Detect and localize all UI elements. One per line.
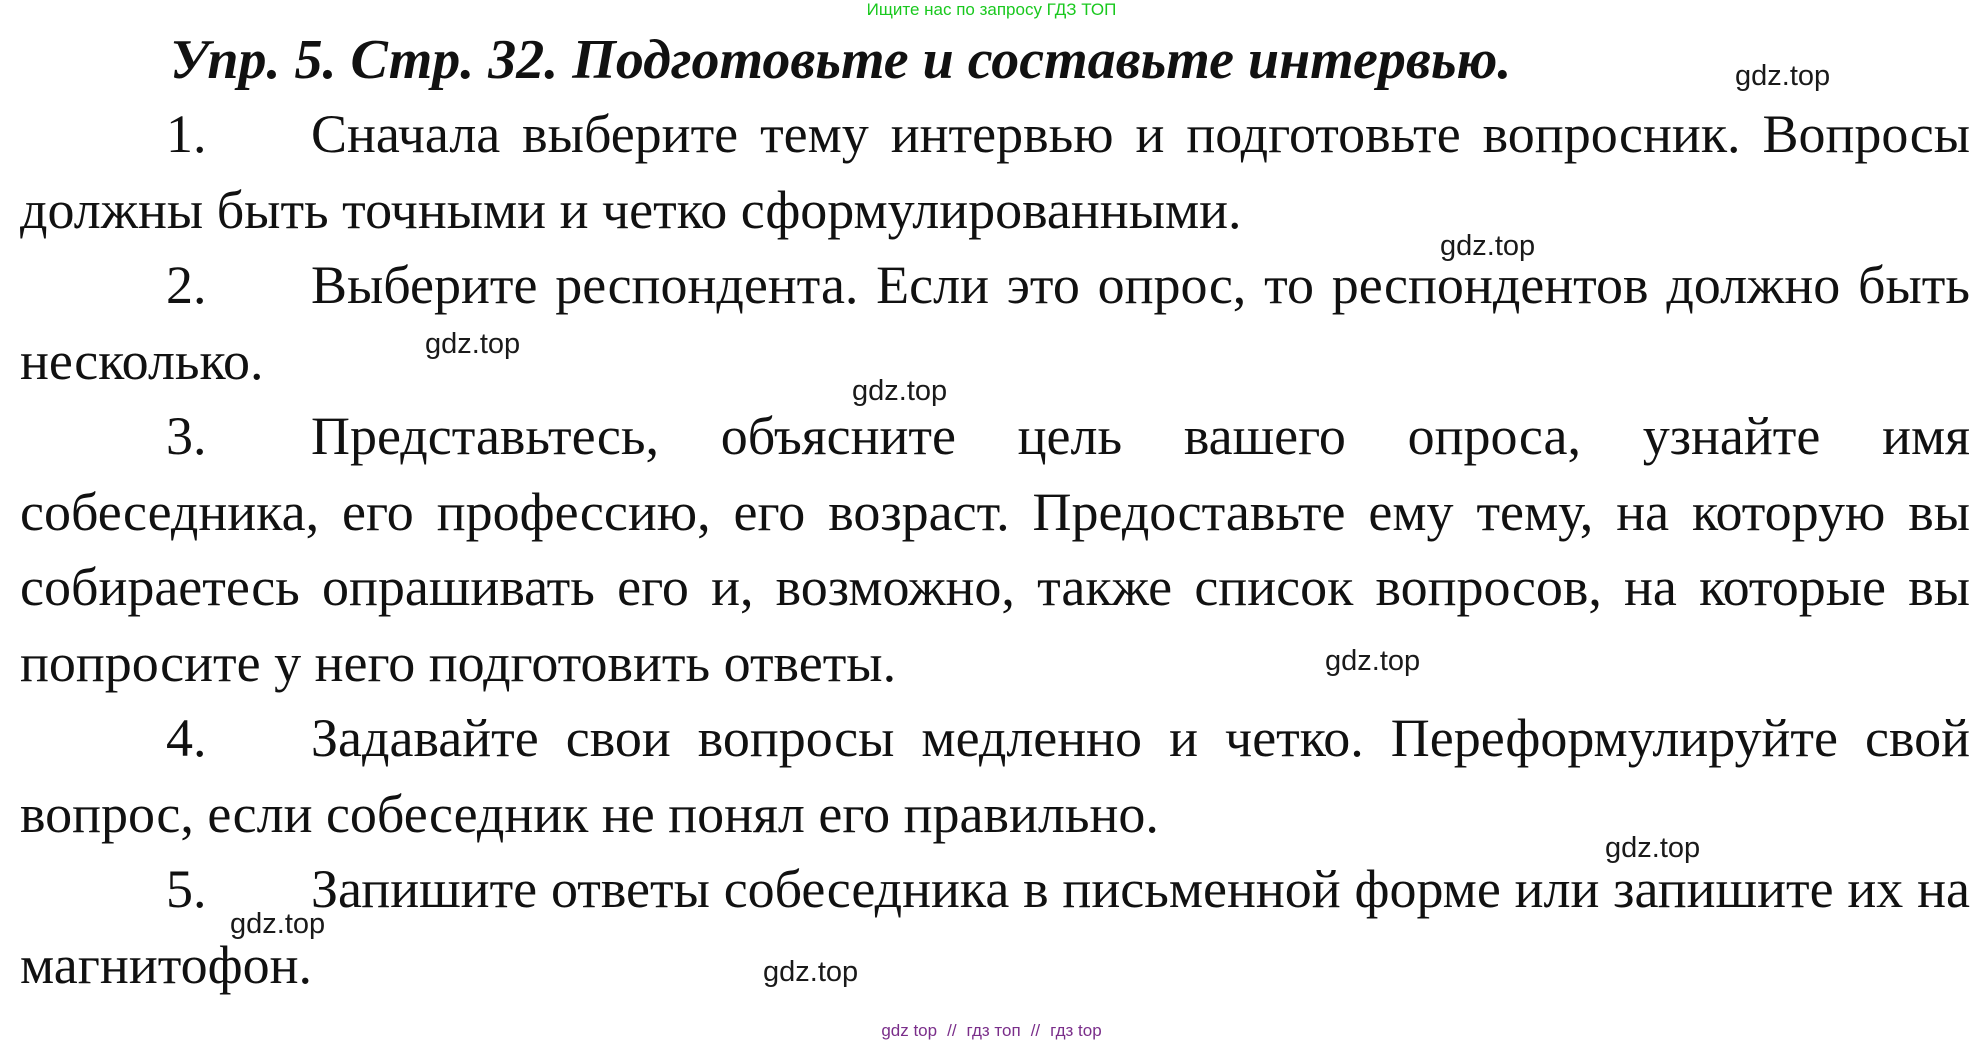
footer-separator: //	[1030, 1021, 1041, 1040]
watermark: gdz.top	[1440, 230, 1536, 262]
item-number: 4.	[166, 708, 207, 768]
page-title: Упр. 5. Стр. 32. Подготовьте и составьте интервью.	[170, 29, 1512, 91]
watermark: gdz.top	[230, 908, 326, 940]
footer-link[interactable]: gdz top	[881, 1021, 938, 1040]
list-item-4	[20, 701, 1970, 852]
item-number: 2.	[166, 255, 207, 315]
item-text: Представьтесь, объясните цель вашего опроса, узнайте имя собеседника, его профессию, его возраст. Предоставьте ему тему, на которую вы собираетесь опрашивать его и, возможно, также список вопросов, на которые вы попросите у него подготовить ответы.	[20, 406, 1970, 693]
footer-links	[0, 1021, 1983, 1041]
item-text: Сначала выберите тему интервью и подготовьте вопросник. Вопросы должны быть точными и четко сформулированными.	[20, 104, 1970, 240]
item-number: 3.	[166, 406, 207, 466]
watermark: gdz.top	[1735, 60, 1831, 92]
watermark: gdz.top	[763, 956, 859, 988]
footer-link[interactable]: гдз топ	[966, 1021, 1021, 1040]
item-text: Выберите респондента. Если это опрос, то респондентов должно быть несколько.	[20, 255, 1970, 391]
footer-link[interactable]: гдз top	[1050, 1021, 1102, 1040]
exercise-body	[20, 97, 1970, 1003]
item-text: Задавайте свои вопросы медленно и четко. Переформулируйте свой вопрос, если собеседник не понял его правильно.	[20, 708, 1970, 844]
item-number: 5.	[166, 859, 207, 919]
footer-separator: //	[947, 1021, 957, 1040]
watermark: gdz.top	[852, 375, 948, 407]
list-item-1	[20, 97, 1970, 248]
list-item-3	[20, 399, 1970, 701]
watermark: gdz.top	[1605, 832, 1701, 864]
item-text: Запишите ответы собеседника в письменной форме или запишите их на магнитофон.	[20, 859, 1970, 995]
watermark: gdz.top	[1325, 645, 1421, 677]
list-item-2	[20, 248, 1970, 399]
item-number: 1.	[166, 104, 207, 164]
watermark: gdz.top	[425, 328, 521, 360]
top-banner[interactable]: Ищите нас по запросу ГДЗ ТОП	[866, 0, 1117, 19]
